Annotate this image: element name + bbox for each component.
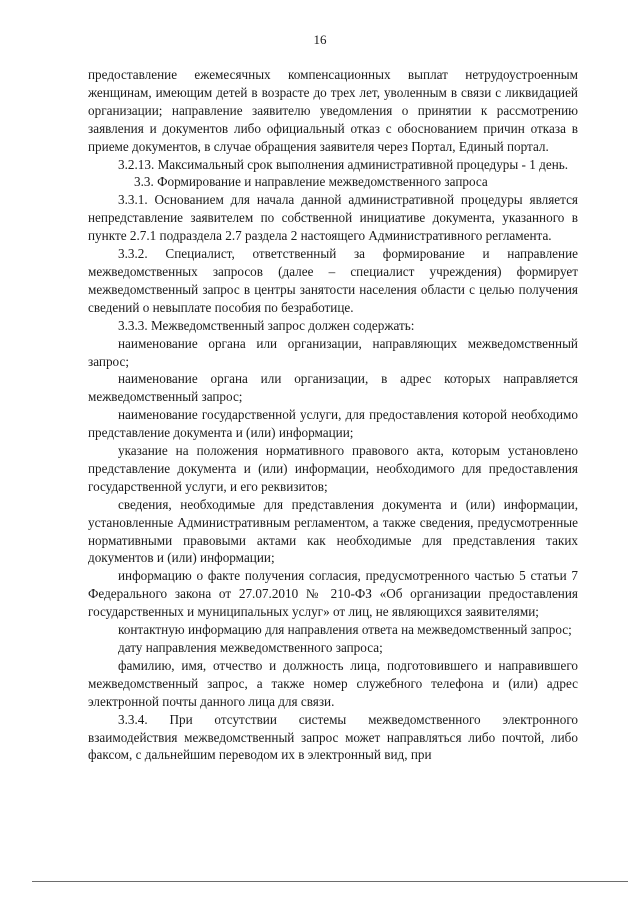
paragraph: 3.3.4. При отсутствии системы межведомственного электронного взаимодействия межведомственный запрос может направляться либо почтой, либо факсом, с дальнейшим переводом их в электронный вид, при xyxy=(88,711,578,763)
list-item: указание на положения нормативного правового акта, которым установлено представление документа и (или) информации, необходимого для предоставления государственной услуги, и его реквизитов; xyxy=(88,443,578,494)
list-item: дату направления межведомственного запроса; xyxy=(118,640,383,655)
list-item: информацию о факте получения согласия, предусмотренного частью 5 статьи 7 Федерального закона от 27.07.2010 № 210-ФЗ «Об организации предоставления государственных и муниципальных услуг» от лиц, не являющихся заявителями; xyxy=(88,568,578,620)
list-item: фамилию, имя, отчество и должность лица, подготовившего и направившего межведомственный запрос, а также номер служебного телефона и (или) адрес электронной почты данного лица для связи. xyxy=(88,657,578,709)
paragraph: 3.3.2. Специалист, ответственный за формирование и направление межведомственных запросов (далее – специалист учреждения) формирует межведомственный запрос в центры занятости населения области с целью получения сведений о невыплате пособия по безработице. xyxy=(88,246,578,315)
paragraph: 3.2.13. Максимальный срок выполнения административной процедуры - 1 день. xyxy=(118,156,569,172)
list-item: сведения, необходимые для представления документа и (или) информации, установленные Административным регламентом, а также сведения, предусмотренные нормативными правовыми актами как необходимые для представления таких документов и (или) информации; xyxy=(88,496,578,566)
list-item: наименование государственной услуги, для предоставления которой необходимо представление документа и (или) информации; xyxy=(88,407,578,441)
list-item: наименование органа или организации, направляющих межведомственный запрос; xyxy=(88,335,578,369)
page-content xyxy=(88,66,578,764)
page-bottom-rule xyxy=(32,881,628,882)
paragraph: 3.3.3. Межведомственный запрос должен содержать: xyxy=(118,317,415,333)
section-heading: 3.3. Формирование и направление межведомственного запроса xyxy=(134,174,488,190)
paragraph: 3.3.1. Основанием для начала данной административной процедуры является непредставление заявителем по собственной инициативе документа, указанного в пункте 2.7.1 подраздела 2.7 раздела 2 настоящего Административного регламента. xyxy=(88,192,578,244)
list-item: наименование органа или организации, в адрес которых направляется межведомственный запрос; xyxy=(88,371,578,405)
list-item: контактную информацию для направления ответа на межведомственный запрос; xyxy=(118,622,572,638)
page-number: 16 xyxy=(313,32,327,47)
paragraph: предоставление ежемесячных компенсационных выплат нетрудоустроенным женщинам, имеющим детей в возрасте до трех лет, уволенным в связи с ликвидацией организации; направление заявителю уведомления о принятии к рассмотрению заявления и документов либо официальный отказ с обоснованием причин отказа в приеме документов, в случае обращения заявителя через Портал, Единый портал. xyxy=(88,67,578,154)
